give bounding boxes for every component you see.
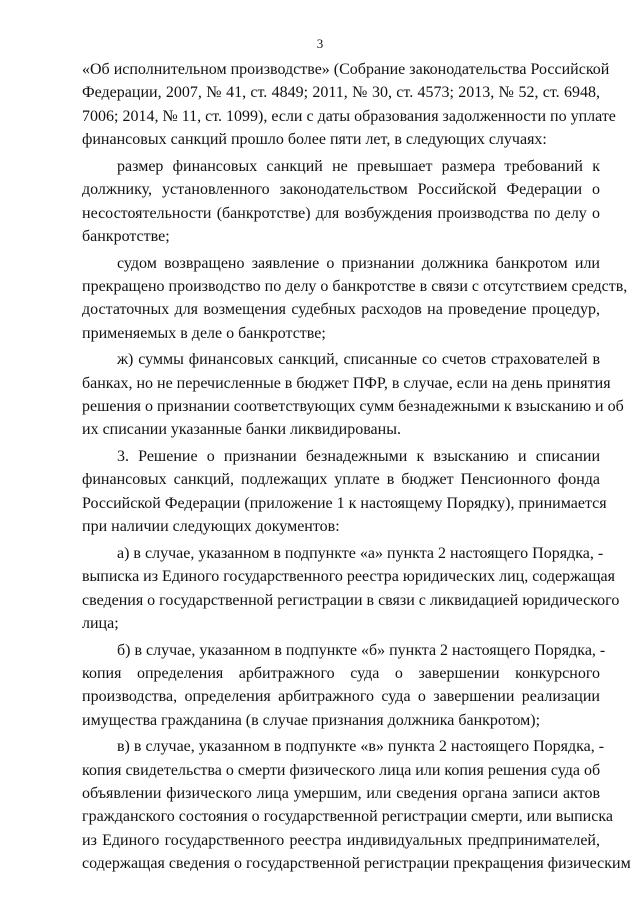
text-line: а) в случае, указанном в подпункте «а» пункта 2 настоящего Порядка, - [117, 544, 604, 562]
text-line: копия определения арбитражного суда о завершении конкурсного [82, 664, 600, 682]
document-body [82, 58, 631, 879]
text-line: 3. Решение о признании безнадежными к взысканию и списании [117, 448, 600, 465]
text-line: производства, определения арбитражного суда о завершении реализации [82, 688, 600, 706]
text-line: банкротстве; [82, 227, 170, 245]
text-line: б) в случае, указанном в подпункте «б» пункта 2 настоящего Порядка, - [117, 641, 606, 659]
paragraph-court-returned [82, 252, 628, 346]
paragraph-item-b [82, 639, 606, 733]
text-line: имущества гражданина (в случае признания должника банкротом); [82, 711, 541, 729]
page-number: 3 [316, 36, 324, 51]
text-line: судом возвращено заявление о признании должника банкротом или [117, 254, 600, 272]
text-line: копия свидетельства о смерти физического лица или копия решения суда об [82, 761, 601, 779]
text-line: при наличии следующих документов: [82, 518, 340, 536]
text-line: гражданского состояния о государственной регистрации смерти, или выписка [82, 808, 613, 826]
text-line: их списании указанные банки ликвидированы. [82, 421, 401, 439]
text-line: Федерации, 2007, № 41, ст. 4849; 2011, № 30, ст. 4573; 2013, № 52, ст. 6948, [82, 84, 600, 102]
paragraph-item-zh [82, 348, 624, 442]
text-line: 7006; 2014, № 11, ст. 1099), если с даты образования задолженности по уплате [82, 107, 616, 125]
text-line: применяемых в деле о банкротстве; [82, 324, 326, 342]
text-line: Российской Федерации (приложение 1 к настоящему Порядку), принимается [82, 494, 607, 512]
paragraph-item-v [82, 735, 631, 875]
text-line: ж) суммы финансовых санкций, списанные со счетов страхователей в [117, 351, 600, 369]
paragraph-sanctions-amount [82, 155, 600, 249]
text-line: сведения о государственной регистрации в связи с ликвидацией юридического [82, 591, 620, 609]
paragraph-enforcement-law [82, 58, 616, 152]
text-line: финансовых санкций прошло более пяти лет, в следующих случаях: [82, 131, 547, 149]
text-line: в) в случае, указанном в подпункте «в» пункта 2 настоящего Порядка, - [117, 738, 605, 756]
paragraph-item-a [82, 542, 620, 636]
text-line: несостоятельности (банкротстве) для возбуждения производства по делу о [82, 204, 600, 222]
text-line: лица; [82, 614, 119, 632]
text-line: банках, но не перечисленные в бюджет ПФР, в случае, если на день принятия [82, 374, 611, 392]
text-line: достаточных для возмещения судебных расходов на проведение процедур, [82, 301, 600, 319]
text-line: объявлении физического лица умершим, или сведения органа записи актов [82, 785, 600, 803]
text-line: решения о признании соответствующих сумм безнадежными к взысканию и об [82, 398, 624, 416]
paragraph-section-3 [82, 445, 607, 539]
text-line: финансовых санкций, подлежащих уплате в бюджет Пенсионного фонда [82, 471, 600, 489]
text-line: «Об исполнительном производстве» (Собрание законодательства Российской [82, 61, 610, 78]
text-line: прекращено производство по делу о банкротстве в связи с отсутствием средств, [82, 277, 628, 295]
text-line: из Единого государственного реестра индивидуальных предпринимателей, [82, 831, 600, 849]
text-line: содержащая сведения о государственной регистрации прекращения физическим [82, 855, 631, 873]
text-line: выписка из Единого государственного реестра юридических лиц, содержащая [82, 568, 616, 586]
text-line: должнику, установленного законодательством Российской Федерации о [82, 181, 600, 199]
text-line: размер финансовых санкций не превышает размера требований к [117, 157, 600, 175]
